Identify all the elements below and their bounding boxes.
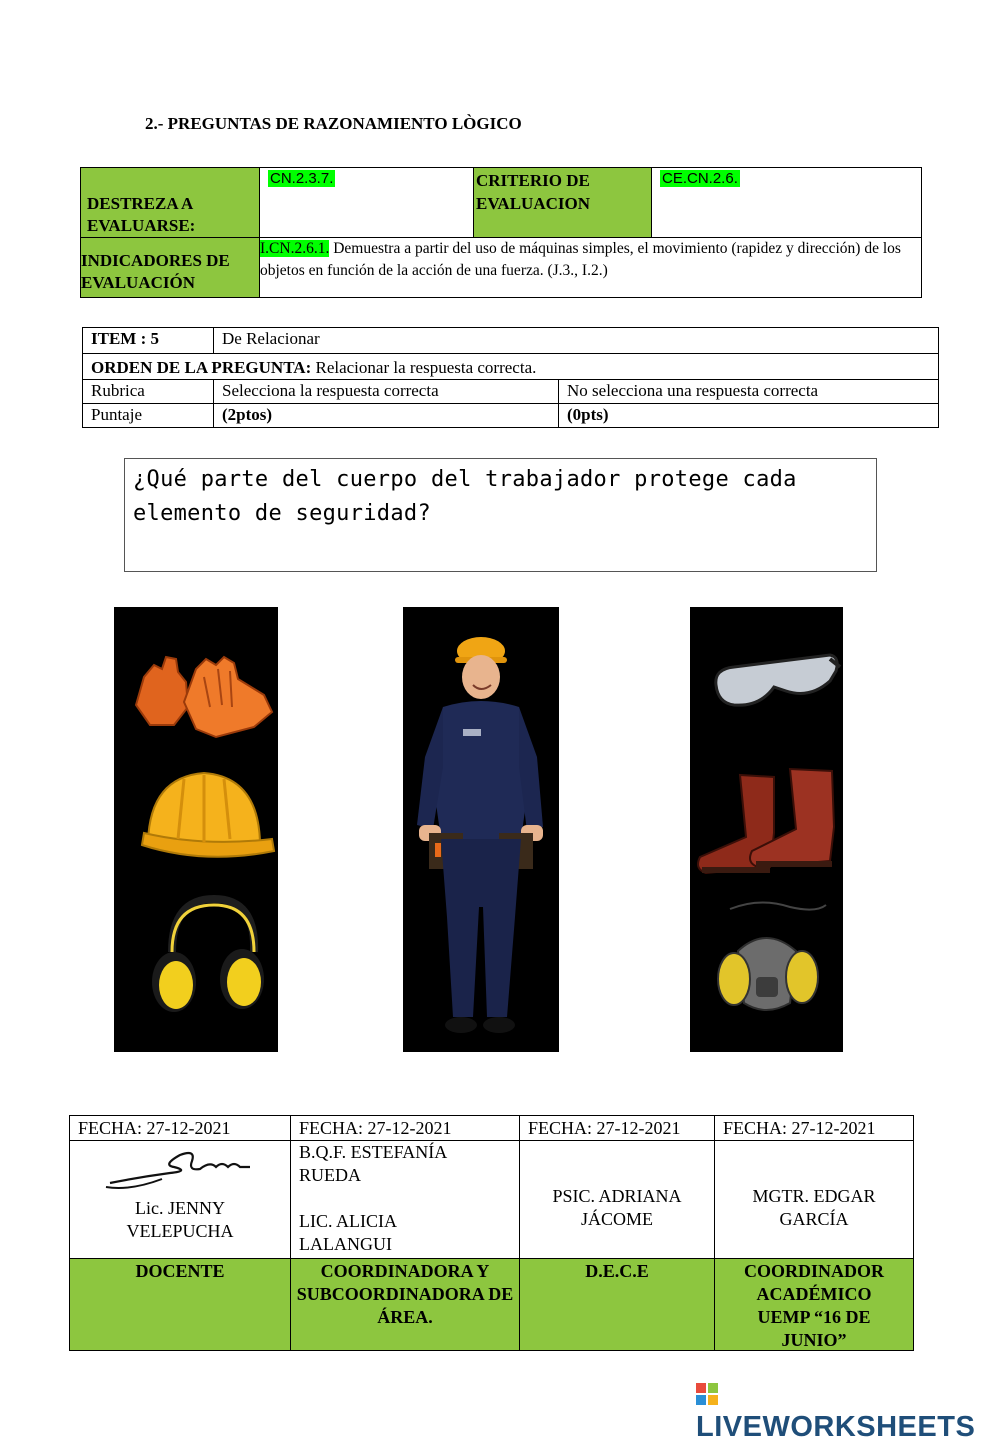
- name-cell: [520, 1141, 714, 1258]
- signer-name-line: Lic. JENNY: [135, 1198, 225, 1218]
- signature-col-coordinadora: [291, 1116, 520, 1350]
- destreza-label: DESTREZA A EVALUARSE:: [87, 194, 196, 235]
- date-cell: FECHA: 27-12-2021: [715, 1116, 913, 1141]
- indicador-code: I.CN.2.6.1.: [260, 240, 330, 257]
- signature-col-coordinador: [715, 1116, 913, 1350]
- signature-table: [69, 1115, 914, 1351]
- item-row: [83, 328, 938, 354]
- role-cell: DOCENTE: [70, 1258, 290, 1350]
- signature-col-docente: [70, 1116, 291, 1350]
- liveworksheets-logo[interactable]: [696, 1378, 1000, 1444]
- signer-name-line: MGTR. EDGAR: [752, 1186, 876, 1206]
- safety-glasses-icon[interactable]: [716, 655, 840, 705]
- indicador-cell: [260, 238, 921, 297]
- date-cell: FECHA: 27-12-2021: [520, 1116, 714, 1141]
- question-box: ¿Qué parte del cuerpo del trabajador protege cada elemento de seguridad?: [124, 458, 877, 572]
- signer-name-line: PSIC. ADRIANA: [552, 1186, 682, 1206]
- role-cell: D.E.C.E: [520, 1258, 714, 1350]
- evaluation-table: [80, 167, 922, 298]
- signer-name-line: LALANGUI: [299, 1234, 392, 1254]
- item-table: [82, 327, 939, 428]
- section-title: 2.- PREGUNTAS DE RAZONAMIENTO LÒGICO: [145, 114, 522, 133]
- left-items-panel: [114, 607, 278, 1052]
- role-cell: COORDINADOR ACADÉMICO UEMP “16 DE JUNIO”: [715, 1258, 913, 1350]
- orden-label: ORDEN DE LA PREGUNTA:: [91, 358, 312, 377]
- gloves-icon[interactable]: [136, 657, 272, 737]
- boots-icon[interactable]: [698, 769, 834, 873]
- rubrica-row: [83, 380, 938, 404]
- hard-hat-icon[interactable]: [142, 773, 274, 857]
- signer-name-line: GARCÍA: [779, 1209, 849, 1229]
- destreza-code: CN.2.3.7.: [270, 170, 334, 187]
- signer-name-line: VELEPUCHA: [126, 1221, 234, 1241]
- worker-panel: [403, 607, 559, 1052]
- logo-blocks-icon: [696, 1380, 718, 1402]
- ear-muffs-icon[interactable]: [152, 899, 264, 1012]
- signer-name-line: RUEDA: [299, 1165, 361, 1185]
- signature-image: [100, 1147, 260, 1195]
- destreza-cell: [81, 168, 260, 238]
- rubrica-label: Rubrica: [83, 380, 214, 403]
- rubrica-correct: Selecciona la respuesta correcta: [214, 380, 559, 403]
- worker-figure[interactable]: [403, 607, 559, 1052]
- right-items-panel: [690, 607, 843, 1052]
- criterio-label: CRITERIO DE EVALUACION: [476, 171, 590, 213]
- signer-name-line: JÁCOME: [580, 1209, 653, 1229]
- puntaje-label: Puntaje: [83, 404, 214, 427]
- name-cell: [291, 1141, 519, 1258]
- signer-name-line: LIC. ALICIA: [299, 1211, 397, 1231]
- orden-row: [83, 354, 938, 380]
- orden-text: Relacionar la respuesta correcta.: [311, 358, 537, 377]
- role-cell: COORDINADORA Y SUBCOORDINADORA DE ÁREA.: [291, 1258, 519, 1350]
- puntaje-correct: (2ptos): [214, 404, 559, 427]
- indicadores-label: INDICADORES DE EVALUACIÓN: [81, 251, 230, 292]
- criterio-cell: [474, 168, 652, 238]
- logo-text: LIVEWORKSHEETS: [696, 1411, 976, 1443]
- indicador-text: Demuestra a partir del uso de máquinas simples, el movimiento (rapidez y dirección) de los objetos en función de la acción de una fuerza. (J.3., I.2.): [260, 240, 901, 279]
- signature-col-dece: [520, 1116, 715, 1350]
- puntaje-incorrect: (0pts): [567, 405, 609, 424]
- date-cell: FECHA: 27-12-2021: [70, 1116, 290, 1141]
- item-label: ITEM : 5: [83, 328, 214, 353]
- item-type: De Relacionar: [222, 329, 320, 348]
- name-cell: [70, 1141, 290, 1258]
- signer-name-line: B.Q.F. ESTEFANÍA: [299, 1142, 448, 1162]
- puntaje-row: [83, 404, 938, 427]
- date-cell: FECHA: 27-12-2021: [291, 1116, 519, 1141]
- name-cell: [715, 1141, 913, 1258]
- criterio-code: CE.CN.2.6.: [662, 170, 738, 187]
- indicadores-cell: [81, 238, 260, 297]
- respirator-icon[interactable]: [718, 902, 826, 1010]
- criterio-code-cell: [652, 168, 921, 238]
- destreza-code-cell: [260, 168, 474, 238]
- rubrica-incorrect: No selecciona una respuesta correcta: [567, 381, 819, 400]
